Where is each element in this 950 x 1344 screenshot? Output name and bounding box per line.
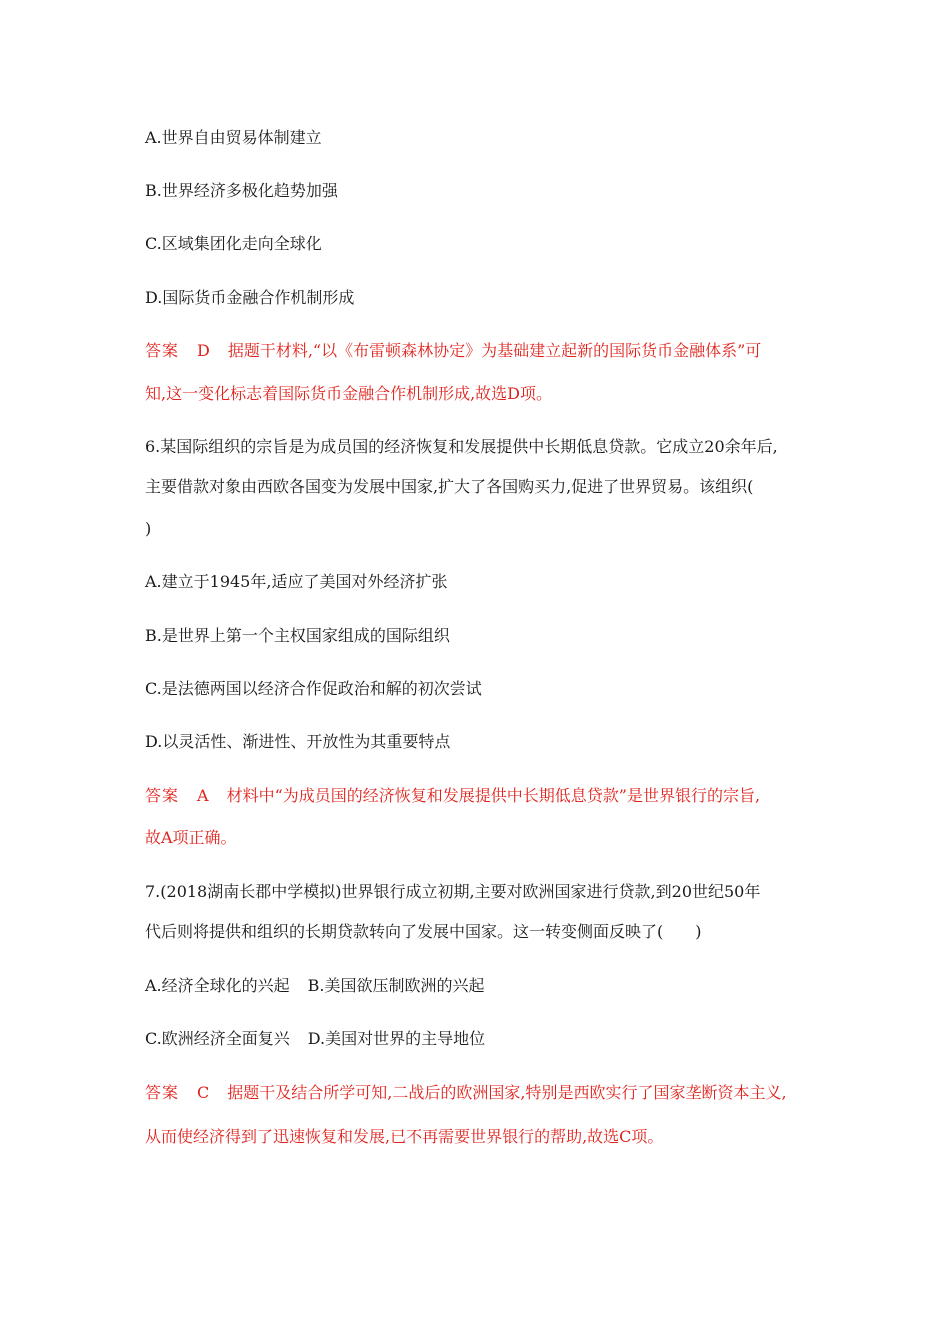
q5-answer-line2: 知,这一变化标志着国际货币金融合作机制形成,故选D项。	[145, 384, 553, 403]
q5-option-b: B.世界经济多极化趋势加强	[145, 181, 338, 200]
q7-stem-line2: 代后则将提供和组织的长期贷款转向了发展中国家。这一转变侧面反映了( )	[145, 922, 702, 941]
q7-option-a: A.经济全球化的兴起	[145, 976, 290, 995]
q5-answer-choice: D	[197, 341, 210, 360]
q7-stem-line1: 7.(2018湖南长郡中学模拟)世界银行成立初期,主要对欧洲国家进行贷款,到20世纪50年	[145, 882, 761, 901]
q5-answer-label: 答案	[145, 341, 180, 360]
q6-option-c: C.是法德两国以经济合作促政治和解的初次尝试	[145, 679, 482, 698]
q7-option-d: D.美国对世界的主导地位	[307, 1029, 486, 1048]
q7-option-c: C.欧洲经济全面复兴	[145, 1029, 290, 1048]
q6-stem-line1: 6.某国际组织的宗旨是为成员国的经济恢复和发展提供中长期低息贷款。它成立20余年后,	[145, 437, 778, 456]
q6-answer-line2: 故A项正确。	[145, 828, 237, 847]
q7-answer-line2: 从而使经济得到了迅速恢复和发展,已不再需要世界银行的帮助,故选C项。	[145, 1127, 664, 1146]
q7-answer-line1	[145, 1083, 787, 1103]
q6-answer-line1	[145, 786, 760, 806]
q6-answer-choice: A	[197, 786, 209, 805]
q6-answer-text1: 材料中“为成员国的经济恢复和发展提供中长期低息贷款”是世界银行的宗旨,	[226, 786, 761, 805]
q6-option-a: A.建立于1945年,适应了美国对外经济扩张	[145, 572, 448, 591]
q7-answer-text1: 据题干及结合所学可知,二战后的欧洲国家,特别是西欧实行了国家垄断资本主义,	[227, 1083, 787, 1102]
q5-option-a: A.世界自由贸易体制建立	[145, 128, 322, 147]
q7-options-row2	[145, 1029, 485, 1049]
q7-answer-choice: C	[197, 1083, 210, 1102]
q7-options-row1	[145, 976, 485, 996]
q5-answer-text1: 据题干材料,“以《布雷顿森林协定》为基础建立起新的国际货币金融体系”可	[227, 341, 762, 360]
q5-option-d: D.国际货币金融合作机制形成	[145, 288, 355, 307]
q7-option-b: B.美国欲压制欧洲的兴起	[307, 976, 485, 995]
q6-option-b: B.是世界上第一个主权国家组成的国际组织	[145, 626, 450, 645]
q6-stem-line3: )	[145, 519, 152, 538]
q5-option-c: C.区域集团化走向全球化	[145, 234, 322, 253]
q6-option-d: D.以灵活性、渐进性、开放性为其重要特点	[145, 732, 451, 751]
q7-answer-label: 答案	[145, 1083, 180, 1102]
q5-answer-line1	[145, 341, 761, 361]
q6-answer-label: 答案	[145, 786, 180, 805]
q6-stem-line2: 主要借款对象由西欧各国变为发展中国家,扩大了各国购买力,促进了世界贸易。该组织(	[145, 477, 754, 496]
